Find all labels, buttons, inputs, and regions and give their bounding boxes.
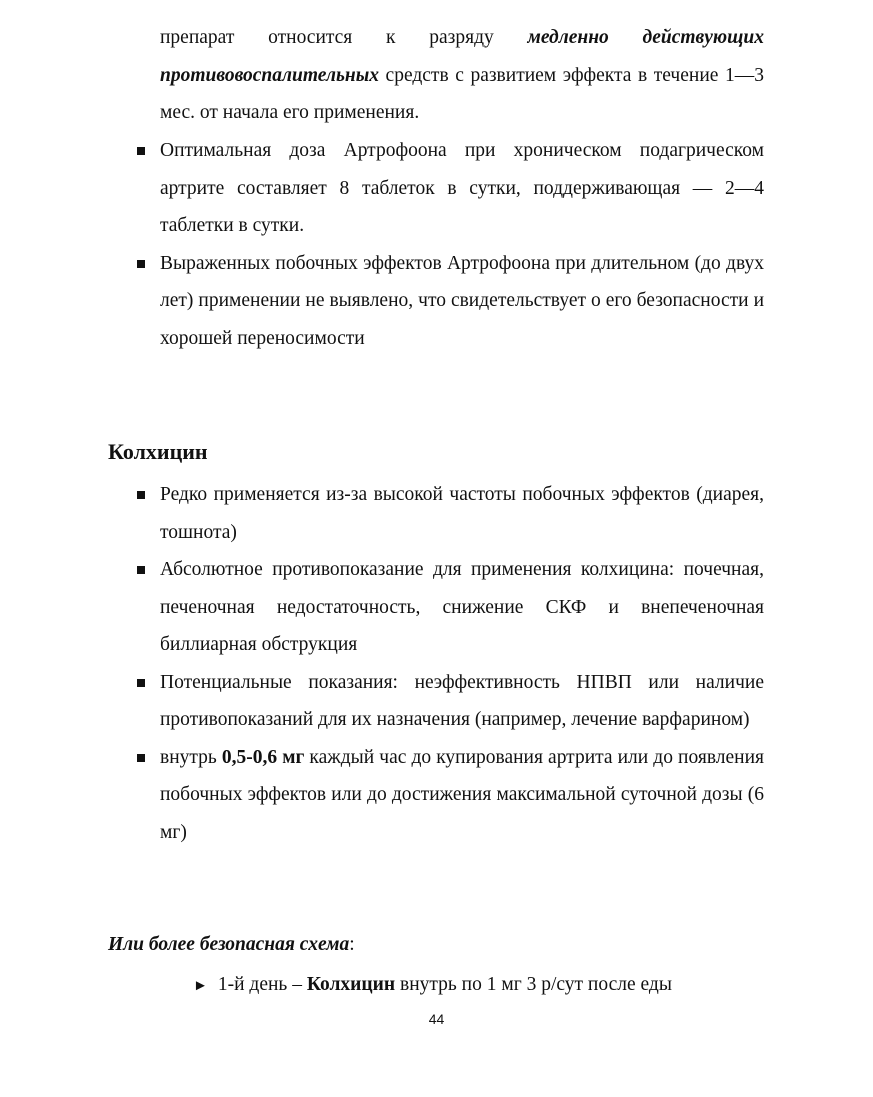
- page-number: 44: [428, 1011, 445, 1027]
- square-bullet-icon: [137, 679, 145, 687]
- square-bullet-icon: [137, 754, 145, 762]
- dose-value: 0,5-0,6 мг: [221, 746, 305, 768]
- scheme-step-prefix: 1-й день –: [217, 974, 307, 995]
- scheme-step-drug: Колхицин: [306, 974, 396, 995]
- scheme-step-day1: [193, 966, 672, 1005]
- continuation-text-1: препарат относится к разряду: [160, 27, 528, 48]
- list-item: [160, 551, 764, 664]
- safer-scheme-title: [108, 926, 355, 963]
- bullet-text: Абсолютное противопоказание для применения колхицина: почечная, печеночная недостаточность, снижение СКФ и внепеченочная биллиарная обструкция: [160, 559, 764, 655]
- bullet-text: Выраженных побочных эффектов Артрофоона при длительном (до двух лет) применении не выявлено, что свидетельствует о его безопасности и хорошей переносимости: [160, 252, 764, 349]
- bullet-text: Потенциальные показания: неэффективность НПВП или наличие противопоказаний для их назначения (например, лечение варфарином): [160, 671, 764, 730]
- continuation-paragraph: [160, 19, 764, 132]
- square-bullet-icon: [137, 491, 145, 499]
- square-bullet-icon: [137, 566, 145, 574]
- scheme-step-suffix: внутрь по 1 мг 3 р/сут после еды: [395, 974, 672, 995]
- continuation-text-2: средств с развитием эффекта в течение 1—3 мес. от начала его применения.: [160, 64, 764, 123]
- list-item: [160, 739, 764, 852]
- dose-prefix: внутрь: [160, 746, 222, 768]
- safer-scheme-colon: :: [349, 934, 355, 955]
- list-item: [160, 245, 764, 358]
- bullet-text: Редко применяется из-за высокой частоты побочных эффектов (диарея, тошнота): [160, 484, 764, 543]
- arrow-right-icon: ►: [193, 978, 208, 994]
- square-bullet-icon: [137, 260, 145, 268]
- list-item: [160, 476, 764, 551]
- artrofoon-bullet-list: [0, 132, 873, 357]
- dose-suffix: каждый час до купирования артрита или до появления побочных эффектов или до достижения максимальной суточной дозы (6 мг): [160, 746, 765, 843]
- bullet-text: Оптимальная доза Артрофоона при хроническом подагрическом артрите составляет 8 таблеток в сутки, поддерживающая — 2—4 таблетки в сутки.: [160, 140, 764, 236]
- list-item: [160, 132, 764, 245]
- continuation-emphasis: медленно действующих противовоспалительных: [160, 27, 764, 86]
- square-bullet-icon: [137, 147, 145, 155]
- list-item: [160, 664, 764, 739]
- colchicine-bullet-list: [0, 476, 873, 851]
- section-title-colchicine: Колхицин: [108, 439, 208, 464]
- safer-scheme-title-text: Или более безопасная схема: [108, 934, 350, 955]
